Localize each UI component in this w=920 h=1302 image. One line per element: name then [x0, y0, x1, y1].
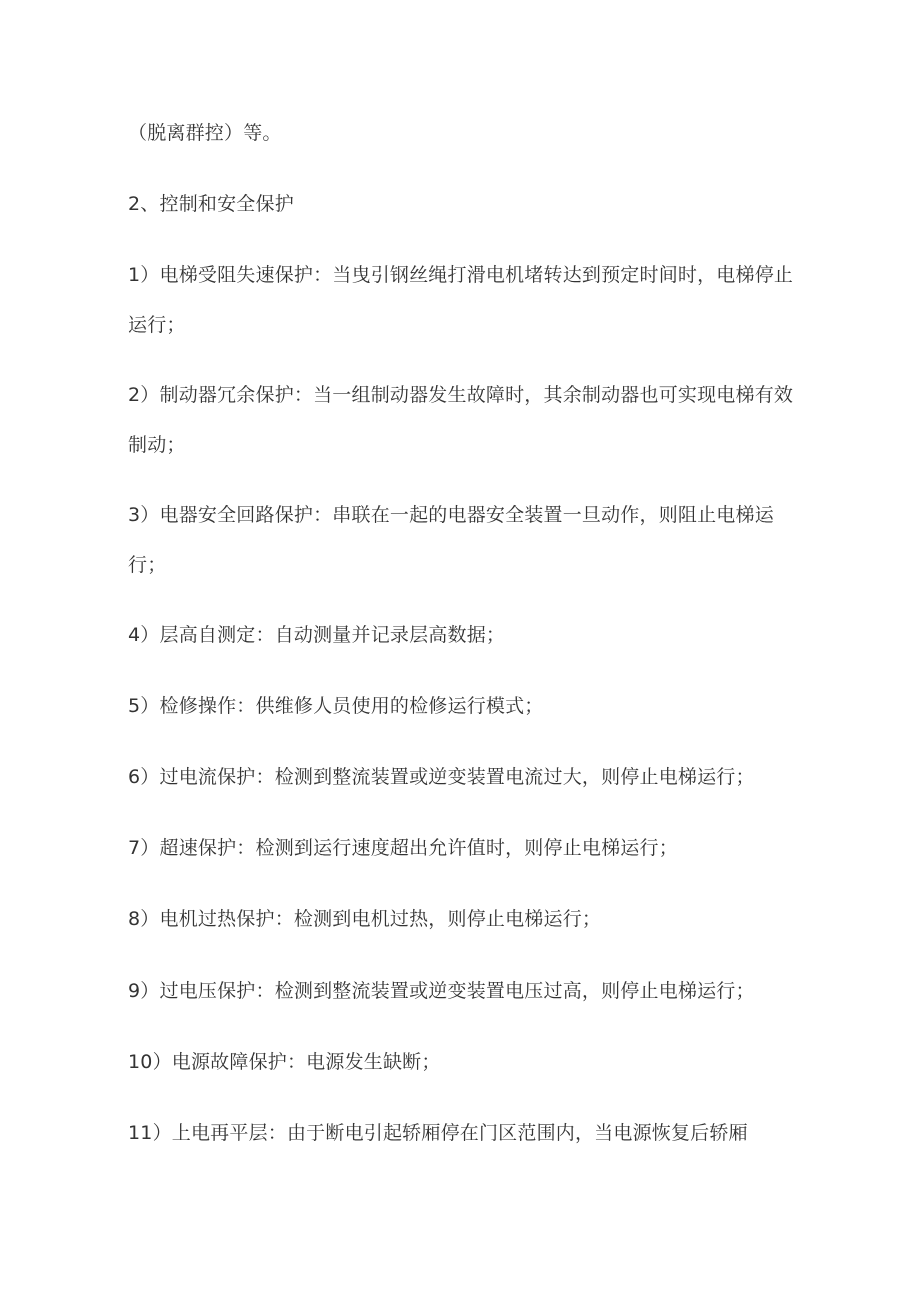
list-item-motor-overheat: 8）电机过热保护：检测到电机过热，则停止电梯运行； [128, 908, 602, 930]
list-item-power-on-releveling: 11）上电再平层：由于断电引起轿厢停在门区范围内，当电源恢复后轿厢 [128, 1122, 748, 1144]
list-item-power-failure: 10）电源故障保护：电源发生缺断； [128, 1051, 441, 1073]
list-item-inspection-operation: 5）检修操作：供维修人员使用的检修运行模式； [128, 695, 544, 717]
list-item-safety-circuit: 3）电器安全回路保护：串联在一起的电器安全装置一旦动作，则阻止电梯运行； [128, 504, 774, 576]
list-item-overvoltage: 9）过电压保护：检测到整流装置或逆变装置电压过高，则停止电梯运行； [128, 980, 755, 1002]
list-item-floor-height-measure: 4）层高自测定：自动测量并记录层高数据； [128, 624, 506, 646]
paragraph-group-control-note: （脱离群控）等。 [128, 122, 282, 144]
section-heading-control-safety: 2、控制和安全保护 [128, 193, 294, 215]
list-item-stall-protection: 1）电梯受阻失速保护：当曳引钢丝绳打滑电机堵转达到预定时间时，电梯停止运行； [128, 264, 794, 336]
list-item-overspeed: 7）超速保护：检测到运行速度超出允许值时，则停止电梯运行； [128, 837, 678, 859]
list-item-brake-redundancy: 2）制动器冗余保护：当一组制动器发生故障时，其余制动器也可实现电梯有效制动； [128, 384, 794, 456]
list-item-overcurrent: 6）过电流保护：检测到整流装置或逆变装置电流过大，则停止电梯运行； [128, 766, 755, 788]
